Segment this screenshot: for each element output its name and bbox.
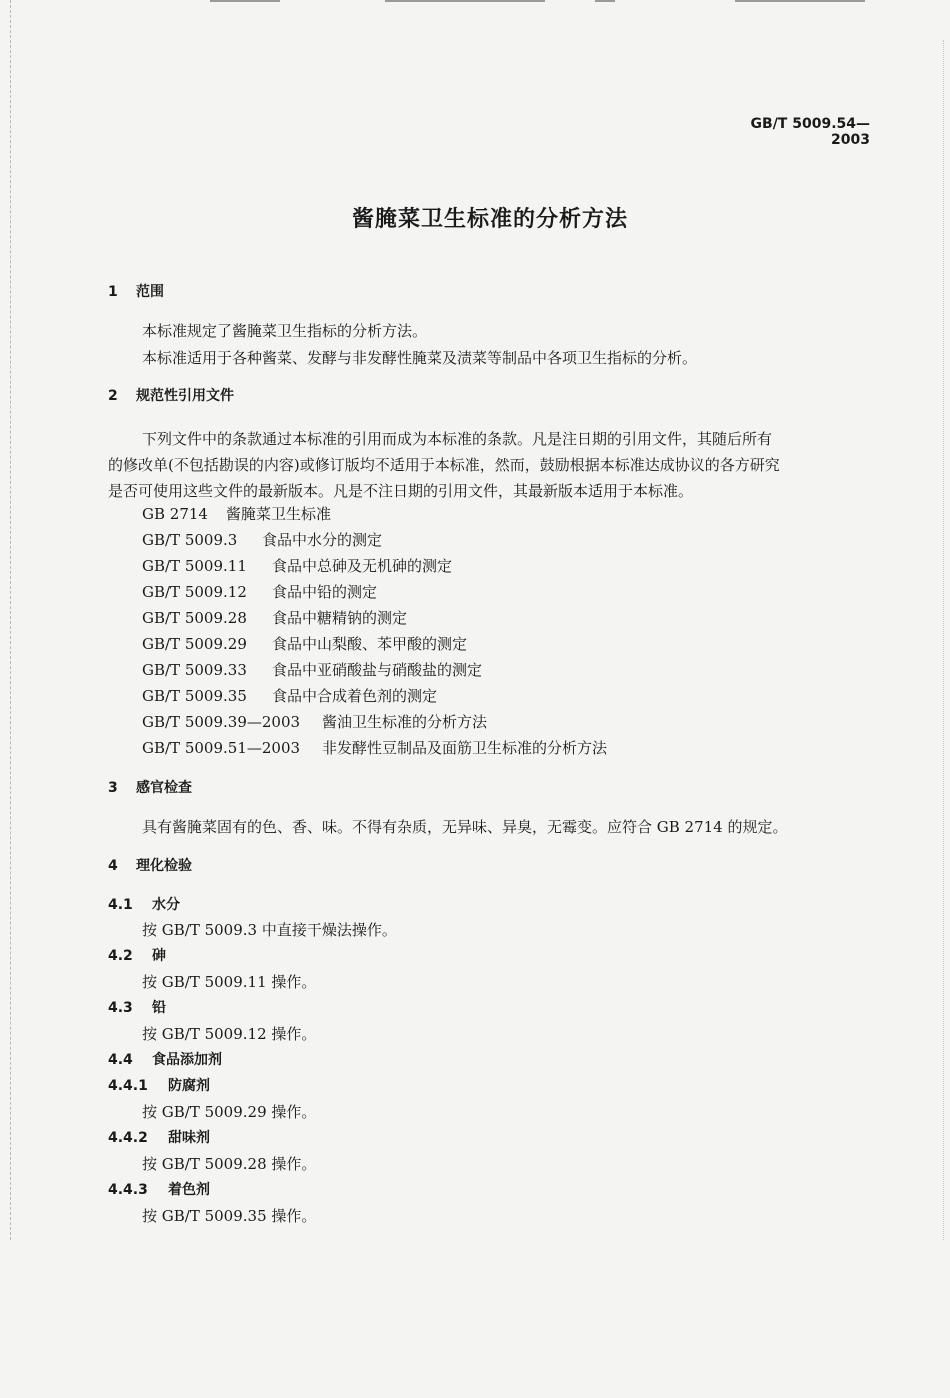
- page-title: 酱腌菜卫生标准的分析方法: [351, 207, 628, 232]
- section-title: 规范性引用文件: [136, 388, 234, 404]
- scan-line: [385, 0, 545, 2]
- section-1-paragraph-2: 本标准适用于各种酱菜、发酵与非发酵性腌菜及渍菜等制品中各项卫生指标的分析。: [142, 349, 698, 367]
- reference-title: 食品中铅的测定: [272, 583, 378, 601]
- reference-code: GB/T 5009.35: [142, 687, 247, 705]
- subsection-4-4-2-text: 按 GB/T 5009.28 操作。: [142, 1155, 317, 1173]
- section-title: 范围: [136, 284, 164, 300]
- section-4-heading: [108, 856, 192, 876]
- reference-title: 食品中亚硝酸盐与硝酸盐的测定: [272, 661, 483, 679]
- reference-code: GB/T 5009.3: [142, 531, 238, 549]
- document-id: GB/T 5009.54—2003: [750, 116, 870, 148]
- subsection-4-4-1-heading: [108, 1076, 210, 1096]
- section-number: 4.4: [108, 1052, 133, 1068]
- reference-code: GB/T 5009.39—2003: [142, 713, 301, 731]
- subsection-4-3-heading: [108, 998, 166, 1018]
- subsection-4-4-heading: [108, 1050, 222, 1070]
- paragraph-line: 下列文件中的条款通过本标准的引用而成为本标准的条款。凡是注日期的引用文件，其随后所有: [142, 430, 773, 448]
- subsection-4-4-3-heading: [108, 1180, 210, 1200]
- reference-item: [142, 738, 607, 758]
- reference-title: 酱油卫生标准的分析方法: [322, 713, 488, 731]
- reference-code: GB/T 5009.11: [142, 557, 247, 575]
- reference-code: GB/T 5009.28: [142, 609, 247, 627]
- reference-item: [142, 712, 487, 732]
- section-1-paragraph-1: 本标准规定了酱腌菜卫生指标的分析方法。: [142, 322, 428, 340]
- reference-item: [142, 608, 407, 628]
- section-title: 砷: [152, 948, 166, 964]
- reference-item: [142, 686, 437, 706]
- reference-item: [142, 660, 482, 680]
- scan-left-edge: [0, 0, 11, 1240]
- subsection-4-4-3-text: 按 GB/T 5009.35 操作。: [142, 1207, 317, 1225]
- section-3-heading: [108, 778, 192, 798]
- reference-title: 食品中总砷及无机砷的测定: [272, 557, 453, 575]
- reference-code: GB/T 5009.12: [142, 583, 247, 601]
- reference-item: [142, 530, 382, 550]
- reference-code: GB 2714: [142, 505, 208, 523]
- section-title: 水分: [152, 897, 180, 913]
- subsection-4-2-text: 按 GB/T 5009.11 操作。: [142, 973, 317, 991]
- reference-item: [142, 504, 331, 524]
- section-title: 铅: [152, 1000, 166, 1016]
- section-number: 4: [108, 858, 118, 874]
- section-title: 感官检查: [136, 780, 192, 796]
- reference-item: [142, 556, 452, 576]
- reference-code: GB/T 5009.29: [142, 635, 247, 653]
- scan-line: [595, 0, 615, 2]
- reference-code: GB/T 5009.33: [142, 661, 247, 679]
- section-number: 4.4.1: [108, 1078, 148, 1094]
- section-number: 4.2: [108, 948, 133, 964]
- subsection-4-4-2-heading: [108, 1128, 210, 1148]
- reference-title: 食品中糖精钠的测定: [272, 609, 408, 627]
- section-1-heading: [108, 282, 164, 302]
- section-number: 4.1: [108, 897, 133, 913]
- section-title: 理化检验: [136, 858, 192, 874]
- section-number: 2: [108, 388, 118, 404]
- subsection-4-2-heading: [108, 946, 166, 966]
- section-2-heading: [108, 386, 234, 406]
- section-number: 4.3: [108, 1000, 133, 1016]
- subsection-4-1-text: 按 GB/T 5009.3 中直接干燥法操作。: [142, 921, 397, 939]
- section-number: 3: [108, 780, 118, 796]
- scan-line: [210, 0, 280, 2]
- reference-title: 食品中水分的测定: [262, 531, 383, 549]
- section-3-paragraph: 具有酱腌菜固有的色、香、味。不得有杂质，无异味、异臭，无霉变。应符合 GB 2714 的规定。: [142, 818, 788, 836]
- reference-title: 食品中合成着色剂的测定: [272, 687, 438, 705]
- paragraph-line: 是否可使用这些文件的最新版本。凡是不注日期的引用文件，其最新版本适用于本标准。: [108, 482, 694, 500]
- subsection-4-3-text: 按 GB/T 5009.12 操作。: [142, 1025, 317, 1043]
- section-title: 甜味剂: [168, 1130, 210, 1146]
- section-2-paragraph: [108, 426, 870, 504]
- subsection-4-4-1-text: 按 GB/T 5009.29 操作。: [142, 1103, 317, 1121]
- reference-item: [142, 582, 377, 602]
- reference-title: 非发酵性豆制品及面筋卫生标准的分析方法: [322, 739, 608, 757]
- section-title: 着色剂: [168, 1182, 210, 1198]
- section-number: 4.4.3: [108, 1182, 148, 1198]
- section-number: 1: [108, 284, 118, 300]
- scan-line: [735, 0, 865, 2]
- paragraph-line: 的修改单(不包括勘误的内容)或修订版均不适用于本标准，然而，鼓励根据本标准达成协议的各方研究: [108, 456, 780, 474]
- section-title: 食品添加剂: [152, 1052, 222, 1068]
- subsection-4-1-heading: [108, 895, 180, 915]
- section-title: 防腐剂: [168, 1078, 210, 1094]
- reference-item: [142, 634, 467, 654]
- reference-code: GB/T 5009.51—2003: [142, 739, 301, 757]
- reference-title: 酱腌菜卫生标准: [226, 505, 332, 523]
- reference-title: 食品中山梨酸、苯甲酸的测定: [272, 635, 468, 653]
- section-number: 4.4.2: [108, 1130, 148, 1146]
